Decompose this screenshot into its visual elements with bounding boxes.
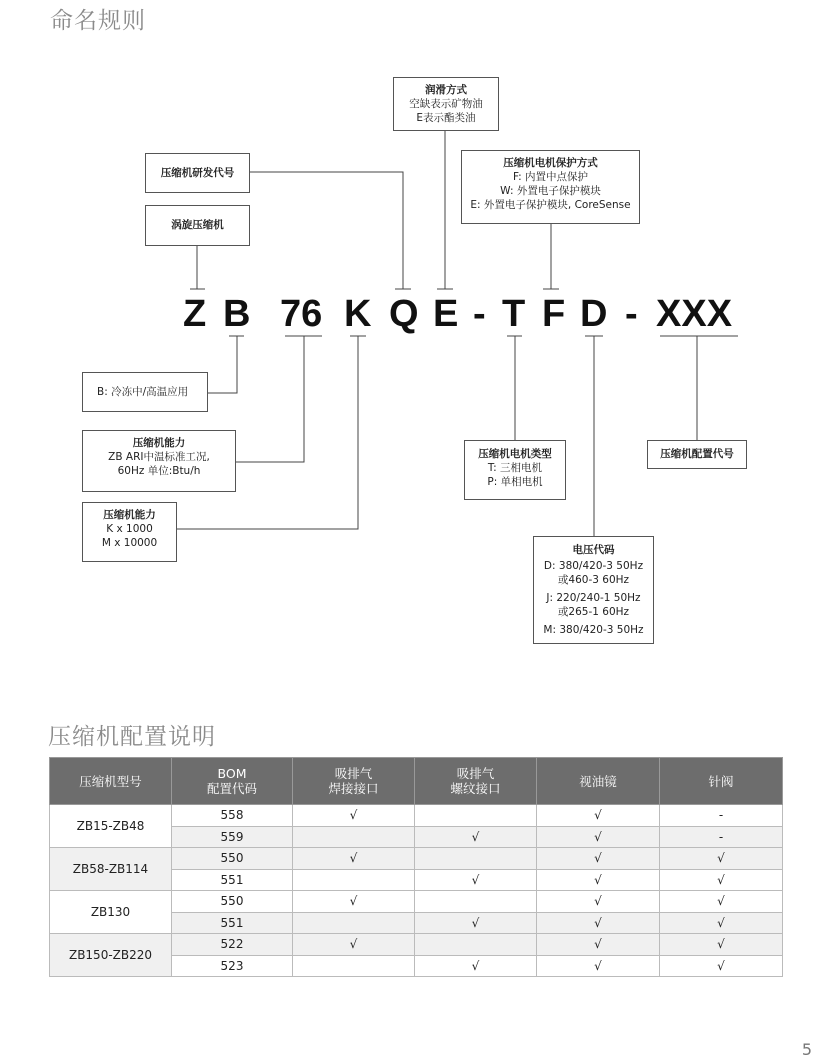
- voltage-line: D: 380/420-3 50Hz: [543, 560, 644, 572]
- lubrication-box: [393, 77, 499, 131]
- dev-code-box: [145, 153, 250, 193]
- welded-cell: √: [293, 848, 415, 870]
- needle-cell: √: [660, 912, 783, 934]
- code-char-f: F: [542, 293, 566, 335]
- capacity1-title: 压缩机能力: [132, 437, 186, 449]
- config-code-box: [647, 440, 747, 469]
- header-needle-valve: 针阀: [660, 758, 783, 805]
- table-header-row: [50, 758, 783, 805]
- needle-cell: √: [660, 869, 783, 891]
- model-cell: ZB15-ZB48: [50, 805, 172, 848]
- capacity2-box: [82, 502, 177, 562]
- motor-protection-line: W: 外置电子保护模块: [500, 185, 601, 197]
- lubrication-line: E表示酯类油: [416, 112, 476, 124]
- code-char-dash: -: [625, 293, 638, 335]
- code-char-t: T: [502, 293, 526, 335]
- bom-cell: 550: [172, 848, 293, 870]
- threaded-cell: [415, 805, 537, 827]
- voltage-line: M: 380/420-3 50Hz: [543, 624, 644, 636]
- dev-code-title: 压缩机研发代号: [160, 167, 235, 179]
- bom-cell: 522: [172, 934, 293, 956]
- motor-protection-box: [461, 150, 640, 224]
- bom-cell: 558: [172, 805, 293, 827]
- table-row: [50, 848, 783, 870]
- sight-cell: √: [537, 912, 660, 934]
- threaded-cell: √: [415, 869, 537, 891]
- bom-cell: 551: [172, 912, 293, 934]
- code-char-b: B: [223, 293, 251, 335]
- header-bom: BOM 配置代码: [172, 758, 293, 805]
- motor-type-title: 压缩机电机类型: [478, 448, 552, 460]
- welded-cell: √: [293, 891, 415, 913]
- code-char-z: Z: [183, 293, 207, 335]
- voltage-title: 电压代码: [572, 544, 615, 556]
- bom-cell: 523: [172, 955, 293, 977]
- needle-cell: -: [660, 805, 783, 827]
- capacity1-line: ZB ARI中温标准工况,: [108, 451, 210, 463]
- motor-protection-line: F: 内置中点保护: [512, 171, 589, 183]
- model-cell: ZB58-ZB114: [50, 848, 172, 891]
- needle-cell: √: [660, 848, 783, 870]
- motor-protection-title: 压缩机电机保护方式: [503, 157, 598, 169]
- sight-cell: √: [537, 891, 660, 913]
- lubrication-line: 空缺表示矿物油: [409, 98, 483, 110]
- code-char-e: E: [433, 293, 459, 335]
- application-text: B: 冷冻中/高温应用: [97, 386, 189, 398]
- sight-cell: √: [537, 934, 660, 956]
- header-threaded: 吸排气 螺纹接口: [415, 758, 537, 805]
- bom-cell: 550: [172, 891, 293, 913]
- motor-type-box: [464, 440, 566, 500]
- code-char-q: Q: [389, 293, 419, 335]
- code-char-76: 76: [280, 293, 323, 335]
- threaded-cell: √: [415, 912, 537, 934]
- sight-cell: √: [537, 869, 660, 891]
- page-number: 5: [801, 1040, 812, 1059]
- capacity2-title: 压缩机能力: [103, 509, 156, 521]
- config-table: [49, 757, 783, 977]
- section-title-config: 压缩机配置说明: [48, 724, 216, 750]
- welded-cell: [293, 826, 415, 848]
- threaded-cell: [415, 934, 537, 956]
- welded-cell: √: [293, 805, 415, 827]
- needle-cell: -: [660, 826, 783, 848]
- code-char-xxx: XXX: [656, 293, 733, 335]
- capacity2-line: M x 10000: [101, 537, 158, 549]
- table-row: [50, 805, 783, 827]
- sight-cell: √: [537, 826, 660, 848]
- sight-cell: √: [537, 848, 660, 870]
- welded-cell: [293, 955, 415, 977]
- code-char-k: K: [344, 293, 372, 335]
- code-char-dash: -: [473, 293, 486, 335]
- header-welded: 吸排气 焊接接口: [293, 758, 415, 805]
- welded-cell: [293, 912, 415, 934]
- threaded-cell: [415, 848, 537, 870]
- capacity1-line: 60Hz 单位:Btu/h: [117, 465, 201, 477]
- bom-cell: 559: [172, 826, 293, 848]
- header-sight-glass: 视油镜: [537, 758, 660, 805]
- config-code-title: 压缩机配置代号: [660, 448, 734, 460]
- model-cell: ZB150-ZB220: [50, 934, 172, 977]
- needle-cell: √: [660, 955, 783, 977]
- voltage-line: 或460-3 60Hz: [557, 574, 630, 586]
- motor-type-line: P: 单相电机: [487, 476, 543, 488]
- voltage-box: [533, 536, 654, 644]
- scroll-title: 涡旋压缩机: [171, 219, 224, 231]
- code-char-d: D: [580, 293, 608, 335]
- scroll-box: [145, 205, 250, 246]
- voltage-line: 或265-1 60Hz: [557, 606, 630, 618]
- sight-cell: √: [537, 955, 660, 977]
- threaded-cell: √: [415, 826, 537, 848]
- table-row: [50, 891, 783, 913]
- threaded-cell: [415, 891, 537, 913]
- motor-type-line: T: 三相电机: [487, 462, 543, 474]
- welded-cell: [293, 869, 415, 891]
- threaded-cell: √: [415, 955, 537, 977]
- needle-cell: √: [660, 934, 783, 956]
- table-row: [50, 934, 783, 956]
- capacity2-line: K x 1000: [106, 523, 153, 535]
- capacity1-box: [82, 430, 236, 492]
- application-box: [82, 372, 208, 412]
- model-cell: ZB130: [50, 891, 172, 934]
- welded-cell: √: [293, 934, 415, 956]
- lubrication-title: 润滑方式: [425, 84, 467, 96]
- sight-cell: √: [537, 805, 660, 827]
- voltage-line: J: 220/240-1 50Hz: [546, 592, 641, 604]
- motor-protection-line: E: 外置电子保护模块, CoreSense: [470, 199, 631, 211]
- needle-cell: √: [660, 891, 783, 913]
- bom-cell: 551: [172, 869, 293, 891]
- section-title-naming-rules: 命名规则: [50, 8, 146, 34]
- header-model: 压缩机型号: [50, 758, 172, 805]
